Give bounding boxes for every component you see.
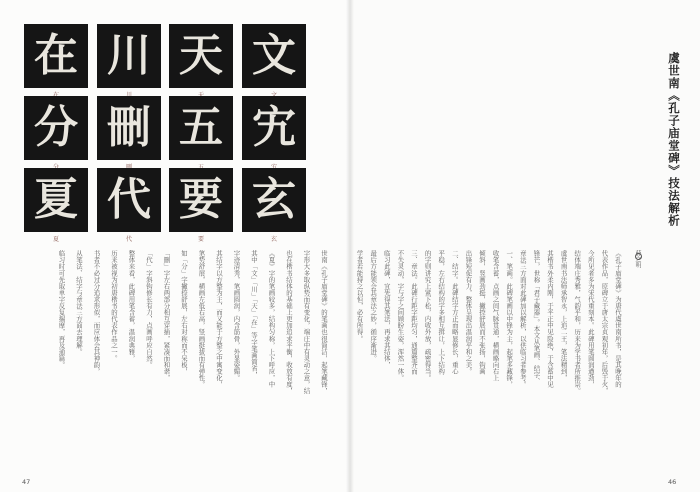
tile-caption: 玄 bbox=[270, 236, 277, 243]
calligraphy-tile: 玄 bbox=[242, 168, 306, 232]
text-column: 二、结字。此碑结字方正而略显修长，重心 bbox=[450, 250, 459, 375]
calligraphy-tile: 分 bbox=[24, 96, 88, 160]
text-column: 其结字以方整为主，而又能于方整之中寓变化， bbox=[215, 250, 223, 388]
text-column: 也在楷书结体的基础上更加追求平衡，收放有度， bbox=[285, 250, 293, 395]
calligraphy-tile: 天 bbox=[169, 24, 233, 88]
text-column: 收笔含蓄，点画之间气脉贯通，横画略向右上 bbox=[491, 250, 500, 381]
text-column: 的字则讲究上紧下松，内收外放，疏密得当。 bbox=[423, 250, 432, 381]
text-column: 世南《孔子庙堂碑》的笔画也很简洁，起笔藏锋， bbox=[320, 250, 328, 395]
text-column: 代表作品，原碑立于唐太宗贞观初年，后毁于火， bbox=[600, 250, 609, 395]
text-column: 《夏》字的笔画较多，结构匀称，上下呼应，中 bbox=[267, 250, 276, 388]
calligraphy-tile: 川 bbox=[97, 24, 161, 88]
text-column: 临习时可先取单字反复揣摩，再及通篇。 bbox=[57, 250, 66, 368]
text-column: 「刪」字左右两部分相互穿插，紧凑而和谐， bbox=[162, 250, 171, 381]
calligraphy-tile: 代 bbox=[97, 168, 161, 232]
text-column: 章法三方面对此碑加以解析，以供临习者参考。 bbox=[518, 250, 527, 388]
calligraphy-tile: 五 bbox=[169, 96, 233, 160]
text-column: 字形大多取纵势而有变化，端庄中有灵动之意，结 bbox=[302, 250, 311, 395]
page-number-left: 47 bbox=[22, 478, 31, 486]
calligraphy-tile: 在 bbox=[24, 24, 88, 88]
text-column: 出锋短促有力，整体呈现出温润平和之美。 bbox=[464, 250, 473, 375]
text-column: 锋芒，世称「君子藏器」。本文从笔画、结字、 bbox=[532, 250, 541, 385]
text-column: 其楷书外柔内刚，于平正中见险绝，于含蓄中见 bbox=[546, 250, 554, 388]
text-column: 三、章法。此碑行距字距均匀，通篇整齐而 bbox=[410, 250, 418, 375]
text-column: 书者不必过分追求形似，而应体会其神韵， bbox=[92, 250, 101, 375]
calligraphy-tile: 要 bbox=[169, 168, 233, 232]
text-column: 倾斜，竖画劲挺，撇捺舒展而不张扬，钩画 bbox=[478, 250, 486, 375]
text-column: 一、笔画。此碑笔画以中锋为主，起笔多藏锋， bbox=[505, 250, 514, 388]
text-column: 结体端庄秀雅，气韵平和，历来为学书者所推崇。 bbox=[573, 250, 582, 395]
page-number-right: 46 bbox=[668, 478, 677, 486]
calligraphy-tile: 宄 bbox=[242, 96, 306, 160]
text-column: 虞世南书法师承智永，上追二王，笔法精到， bbox=[559, 250, 568, 381]
text-column: 如「分」字撇捺舒展，左右对称而不呆板， bbox=[180, 250, 188, 375]
text-column: 最后方能领会其章法之妙，循序渐进。 bbox=[369, 250, 378, 362]
article-title: 虞世南《孔子庙堂碑》技法解析 bbox=[667, 52, 681, 227]
calligraphy-tile: 刪 bbox=[97, 96, 161, 160]
text-column: 历来被视为初唐楷书的代表作品之一。 bbox=[110, 250, 118, 362]
text-column: 今所见者多为宋代重刻本。此碑用笔圆润遒劲， bbox=[586, 250, 595, 388]
tile-caption: 夏 bbox=[52, 236, 59, 243]
text-column: 「代」字斜钩修长有力，点画呼应自然。 bbox=[145, 250, 153, 368]
author-name: 薛之明 bbox=[634, 250, 641, 268]
text-column: 整体来看，此碑用笔含蓄，温润典雅， bbox=[127, 250, 136, 362]
text-column: 学者若能持之以恒，必有所得。 bbox=[355, 250, 364, 342]
tile-caption: 代 bbox=[125, 236, 132, 243]
text-column: 其中「文」「川」「天」「在」等字笔画简省， bbox=[250, 250, 258, 378]
book-gutter bbox=[346, 0, 354, 492]
text-column: 平稳，左右结构的字多相互揖让，上下结构 bbox=[437, 250, 446, 375]
text-column: 从笔法、结字与章法三方面去理解。 bbox=[75, 250, 83, 355]
text-column: 笔势舒展，横画左低右高，竖画挺拔而有弹性。 bbox=[197, 250, 206, 388]
calligraphy-tile: 文 bbox=[242, 24, 306, 88]
text-column: 字迹清秀，笔画圆润，内含筋骨，外显姿媚。 bbox=[232, 250, 241, 381]
calligraphy-tile: 夏 bbox=[24, 168, 88, 232]
text-column: 临习此碑，宜先得其笔法，再求其结体， bbox=[382, 250, 391, 368]
text-column: 不失灵动，字与字之间顾盼生姿，浑然一体。 bbox=[396, 250, 405, 381]
text-column: 《孔子庙堂碑》为唐代虞世南所书，是其晚年的 bbox=[614, 250, 622, 388]
tile-caption: 要 bbox=[197, 236, 204, 243]
